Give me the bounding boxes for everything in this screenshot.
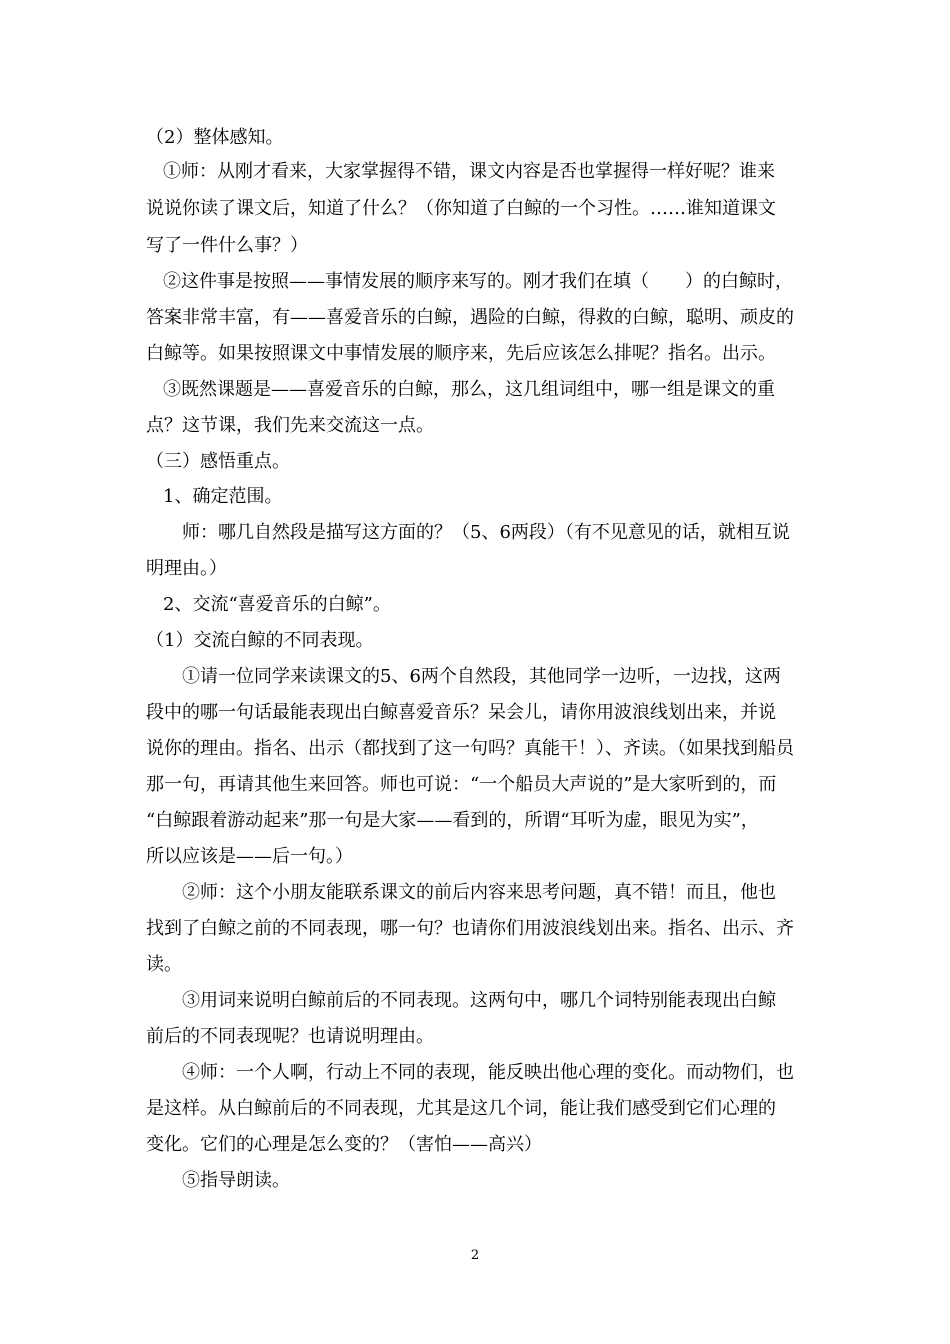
text-line: 写了一件什么事？） <box>146 235 308 256</box>
text-line: 变化。它们的心理是怎么变的？（害怕——高兴） <box>146 1134 542 1155</box>
text-line: ②师：这个小朋友能联系课文的前后内容来思考问题，真不错！而且，他也 <box>182 882 776 903</box>
text-line: ④师：一个人啊，行动上不同的表现，能反映出他心理的变化。而动物们，也 <box>182 1062 794 1083</box>
text-line: （2）整体感知。 <box>146 127 284 148</box>
section-heading: （三）感悟重点。 <box>146 451 290 472</box>
text-line: 那一句，再请其他生来回答。师也可说：“一个船员大声说的”是大家听到的，而 <box>146 774 777 795</box>
text-line: 是这样。从白鲸前后的不同表现，尤其是这几个词，能让我们感受到它们心理的 <box>146 1098 776 1119</box>
text-line: 说说你读了课文后，知道了什么？（你知道了白鲸的一个习性。……谁知道课文 <box>146 198 776 219</box>
text-line: （1）交流白鲸的不同表现。 <box>146 630 374 651</box>
text-line: 明理由。） <box>146 558 227 579</box>
text-line: 段中的哪一句话最能表现出白鲸喜爱音乐？呆会儿，请你用波浪线划出来，并说 <box>146 702 776 723</box>
text-line: 找到了白鲸之前的不同表现，哪一句？也请你们用波浪线划出来。指名、出示、齐 <box>146 918 794 939</box>
text-line: 师：哪几自然段是描写这方面的？（5、6两段）（有不见意见的话，就相互说 <box>182 522 790 543</box>
text-line: ①请一位同学来读课文的5、6两个自然段，其他同学一边听，一边找，这两 <box>182 666 781 687</box>
text-line: 读。 <box>146 954 182 975</box>
text-line: 前后的不同表现呢？也请说明理由。 <box>146 1026 434 1047</box>
text-line: ⑤指导朗读。 <box>182 1170 290 1191</box>
text-line: ③用词来说明白鲸前后的不同表现。这两句中，哪几个词特别能表现出白鲸 <box>182 990 776 1011</box>
text-line: “白鲸跟着游动起来”那一句是大家——看到的，所谓“耳听为虚，眼见为实”， <box>146 810 759 831</box>
text-line: 白鲸等。如果按照课文中事情发展的顺序来，先后应该怎么排呢？指名。出示。 <box>146 343 776 364</box>
text-line: ②这件事是按照——事情发展的顺序来写的。刚才我们在填（ ）的白鲸时， <box>163 271 793 292</box>
text-line: 说你的理由。指名、出示（都找到了这一句吗？真能干！）、齐读。（如果找到船员 <box>146 738 794 759</box>
text-line: ③既然课题是——喜爱音乐的白鲸，那么，这几组词组中，哪一组是课文的重 <box>163 379 775 400</box>
text-line: 答案非常丰富，有——喜爱音乐的白鲸，遇险的白鲸，得救的白鲸，聪明、顽皮的 <box>146 307 794 328</box>
text-line: ①师：从刚才看来，大家掌握得不错，课文内容是否也掌握得一样好呢？谁来 <box>163 161 775 182</box>
text-line: 所以应该是——后一句。） <box>146 846 353 867</box>
page-number: 2 <box>470 1248 480 1263</box>
text-line: 2、交流“喜爱音乐的白鲸”。 <box>163 594 391 615</box>
text-line: 点？这节课，我们先来交流这一点。 <box>146 415 434 436</box>
text-line: 1、确定范围。 <box>163 486 283 507</box>
